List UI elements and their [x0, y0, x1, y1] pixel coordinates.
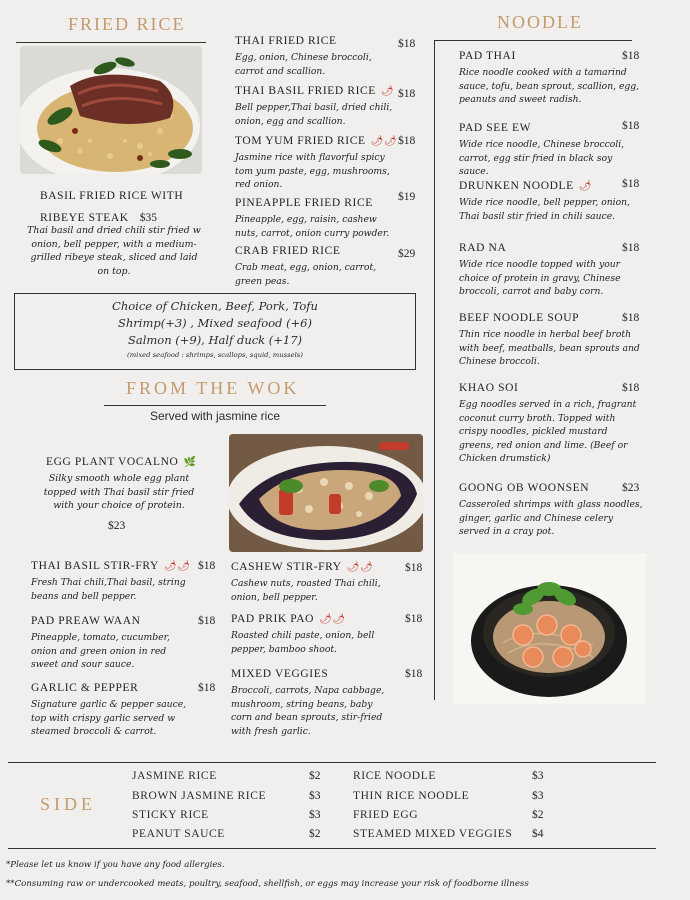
- noodle-item-name: [459, 312, 579, 324]
- side-item-name: JASMINE RICE: [132, 770, 217, 782]
- noodle-item-price: $18: [622, 120, 640, 132]
- feature-fried-rice-name-row: [40, 206, 157, 225]
- wok-item-desc: Roasted chili paste, onion, bell pepper, bamboo shoot.: [231, 630, 375, 655]
- chili-icon: 🌶🌶: [319, 614, 346, 625]
- noodle-item-price: $23: [622, 482, 640, 494]
- fried-rice-item-desc: Egg, onion, Chinese broccoli, carrot and scallion.: [235, 52, 372, 77]
- noodle-item-name-text: BEEF NOODLE SOUP: [459, 312, 580, 324]
- chili-icon: 🌶🌶: [346, 562, 374, 573]
- chili-icon: 🌶🌶: [163, 561, 191, 572]
- wok-item-desc: Fresh Thai chili,Thai basil, string beans and bell pepper.: [31, 577, 186, 602]
- fried-rice-item-name-text: TOM YUM FRIED RICE: [235, 135, 366, 147]
- wok-item-name-text: PAD PREAW WAAN: [31, 615, 141, 627]
- side-item-price: $2: [532, 809, 544, 821]
- feature-fried-rice-desc: Thai basil and dried chili stir fried w onion, bell pepper, with a medium-grilled ribeye steak, sliced and laid on top.: [27, 225, 201, 277]
- noodle-column-divider: [434, 40, 435, 700]
- noodle-item-name-text: PAD THAI: [459, 50, 516, 62]
- steak-fried-rice-photo: [20, 46, 202, 174]
- fried-rice-item-name: [235, 135, 397, 147]
- noodle-item-desc: Rice noodle cooked with a tamarind sauce, tofu, bean sprout, scallion, egg, peanuts and sweet radish.: [459, 67, 640, 106]
- noodle-item-price: $18: [622, 242, 640, 254]
- wok-item-name: [231, 668, 328, 680]
- noodle-item-desc: Egg noodles served in a rich, fragrant coconut curry broth. Topped with crispy noodles, pickled mustard greens, red onion and lime. (Beef or Chicken drumstick): [459, 399, 637, 465]
- fried-rice-item-desc: Pineapple, egg, raisin, cashew nuts, carrot, onion curry powder.: [235, 214, 390, 239]
- noodle-item-desc: Thin rice noodle in herbal beef broth with beef, meatballs, bean sprouts and Chinese broccoli.: [459, 329, 640, 368]
- fried-rice-item-name: [235, 85, 394, 97]
- side-item-price: $2: [309, 828, 321, 840]
- side-item-name: STEAMED MIXED VEGGIES: [353, 828, 513, 840]
- wok-item-name: [231, 613, 346, 625]
- noodle-item-name-text: KHAO SOI: [459, 382, 519, 394]
- side-item-price: $3: [532, 770, 544, 782]
- fried-rice-title: FRIED RICE: [68, 14, 186, 34]
- side-item-name: RICE NOODLE: [353, 770, 436, 782]
- wok-item-desc: Pineapple, tomato, cucumber, onion and green onion in red sweet and sour sauce.: [31, 632, 170, 671]
- fried-rice-item-desc: Jasmine rice with flavorful spicy tom yum paste, egg, mushrooms, red onion.: [235, 152, 390, 191]
- side-item-name: STICKY RICE: [132, 809, 209, 821]
- foodborne-warning: **Consuming raw or undercooked meats, poultry, seafood, shellfish, or eggs may increase your risk of foodborne illness: [6, 879, 529, 889]
- noodle-item-name: [459, 482, 589, 494]
- fried-rice-item-name-text: THAI BASIL FRIED RICE: [235, 85, 376, 97]
- noodle-item-price: $18: [622, 382, 640, 394]
- fried-rice-item-price: $18: [398, 88, 416, 100]
- noodle-item-name-text: DRUNKEN NOODLE: [459, 180, 574, 192]
- wok-item-price: $18: [198, 615, 216, 627]
- chili-icon: 🌶: [380, 86, 395, 97]
- protein-line-1: Choice of Chicken, Beef, Pork, Tofu: [112, 299, 318, 313]
- chili-icon: 🌶🌶: [370, 136, 398, 147]
- feature-fried-rice-name-2: RIBEYE STEAK: [40, 212, 129, 224]
- wok-subtitle: Served with jasmine rice: [149, 409, 281, 423]
- wok-item-name-text: PAD PRIK PAO: [231, 613, 315, 625]
- wok-item-name-text: MIXED VEGGIES: [231, 668, 329, 680]
- fried-rice-item-price: $19: [398, 191, 416, 203]
- fried-rice-item-price: $29: [398, 248, 416, 260]
- side-item-name: THIN RICE NOODLE: [353, 790, 470, 802]
- eggplant-photo: [229, 434, 423, 552]
- noodle-item-name-text: RAD NA: [459, 242, 507, 254]
- side-bottom-divider: [8, 848, 656, 849]
- side-title: SIDE: [40, 794, 96, 814]
- noodle-item-desc: Wide rice noodle, Chinese broccoli, carrot, egg stir fried in black soy sauce.: [459, 139, 625, 178]
- fried-rice-item-desc: Crab meat, egg, onion, carrot, green peas.: [235, 262, 377, 287]
- wok-item-name: [31, 615, 141, 627]
- side-item-price: $4: [532, 828, 544, 840]
- fried-rice-item-name-text: PINEAPPLE FRIED RICE: [235, 197, 373, 209]
- noodle-item-desc: Wide rice noodle, bell pepper, onion, Thai basil stir fried in chili sauce.: [459, 197, 630, 222]
- noodle-title: NOODLE: [497, 12, 583, 32]
- fried-rice-item-name: [235, 245, 341, 257]
- eggplant-name: EGG PLANT VOCALNO: [46, 456, 179, 468]
- noodle-item-name-text: PAD SEE EW: [459, 122, 532, 134]
- chili-icon: 🌶: [578, 181, 593, 192]
- eggplant-name-row: [46, 450, 196, 469]
- noodle-item-desc: Wide rice noodle topped with your choice of protein in gravy, Chinese broccoli, carrot and baby corn.: [459, 259, 621, 298]
- fried-rice-item-name-text: CRAB FRIED RICE: [235, 245, 341, 257]
- side-item-name: PEANUT SAUCE: [132, 828, 225, 840]
- protein-note: (mixed seafood : shrimps, scallops, squid, mussels): [127, 351, 303, 359]
- wok-divider: [104, 405, 326, 406]
- protein-choice-box: [14, 293, 416, 370]
- fried-rice-item-price: $18: [398, 38, 416, 50]
- noodle-item-price: $18: [622, 312, 640, 324]
- eggplant-price: $23: [108, 520, 126, 532]
- wok-title: FROM THE WOK: [126, 378, 300, 398]
- fried-rice-item-price: $18: [398, 135, 416, 147]
- wok-item-name-text: THAI BASIL STIR-FRY: [31, 560, 159, 572]
- wok-item-name: [31, 682, 138, 694]
- protein-line-2: Shrimp(+3) , Mixed seafood (+6): [118, 316, 312, 330]
- feature-fried-rice-price: $35: [139, 212, 157, 224]
- noodle-item-name: [459, 122, 531, 134]
- shrimp-clay-pot-photo: [453, 553, 646, 704]
- side-item-price: $2: [309, 770, 321, 782]
- noodle-top-divider: [434, 40, 632, 41]
- wok-item-desc: Cashew nuts, roasted Thai chili, onion, bell pepper.: [231, 578, 381, 603]
- wok-item-price: $18: [405, 562, 423, 574]
- side-item-name: BROWN JASMINE RICE: [132, 790, 267, 802]
- noodle-item-name: [459, 382, 518, 394]
- wok-item-price: $18: [198, 682, 216, 694]
- wok-item-name: [231, 561, 373, 573]
- fried-rice-divider: [16, 42, 206, 43]
- fried-rice-item-name: [235, 197, 373, 209]
- side-item-name: FRIED EGG: [353, 809, 419, 821]
- side-item-price: $3: [532, 790, 544, 802]
- noodle-item-price: $18: [622, 178, 640, 190]
- wok-item-price: $18: [405, 668, 423, 680]
- fried-rice-item-name-text: THAI FRIED RICE: [235, 35, 337, 47]
- eggplant-desc: Silky smooth whole egg plant topped with Thai basil stir fried with your choice of protein.: [43, 473, 195, 512]
- leaf-icon: 🌿: [183, 457, 196, 468]
- noodle-item-price: $18: [622, 50, 640, 62]
- allergy-note: *Please let us know if you have any food allergies.: [6, 860, 225, 870]
- side-top-divider: [8, 762, 656, 763]
- wok-item-name-text: CASHEW STIR-FRY: [231, 561, 342, 573]
- fried-rice-item-name: [235, 35, 337, 47]
- wok-item-name-text: GARLIC & PEPPER: [31, 682, 139, 694]
- wok-item-price: $18: [198, 560, 216, 572]
- fried-rice-item-desc: Bell pepper,Thai basil, dried chili, onion, egg and scallion.: [235, 102, 393, 127]
- wok-item-desc: Signature garlic & pepper sauce, top with crispy garlic served w steamed broccoli & carrot.: [31, 699, 187, 738]
- noodle-item-name: [459, 242, 506, 254]
- noodle-item-desc: Casseroled shrimps with glass noodles, ginger, garlic and Chinese celery served in a cray pot.: [459, 499, 643, 538]
- feature-fried-rice-name-1: BASIL FRIED RICE WITH: [40, 190, 184, 202]
- protein-line-3: Salmon (+9), Half duck (+17): [127, 333, 303, 347]
- wok-item-desc: Broccoli, carrots, Napa cabbage, mushroom, string beans, baby corn and bean sprouts, stir-fried with fresh garlic.: [231, 685, 385, 737]
- side-item-price: $3: [309, 809, 321, 821]
- noodle-item-name-text: GOONG OB WOONSEN: [459, 482, 590, 494]
- noodle-item-name: [459, 180, 592, 192]
- wok-item-price: $18: [405, 613, 423, 625]
- side-item-price: $3: [309, 790, 321, 802]
- noodle-item-name: [459, 50, 516, 62]
- wok-item-name: [31, 560, 191, 572]
